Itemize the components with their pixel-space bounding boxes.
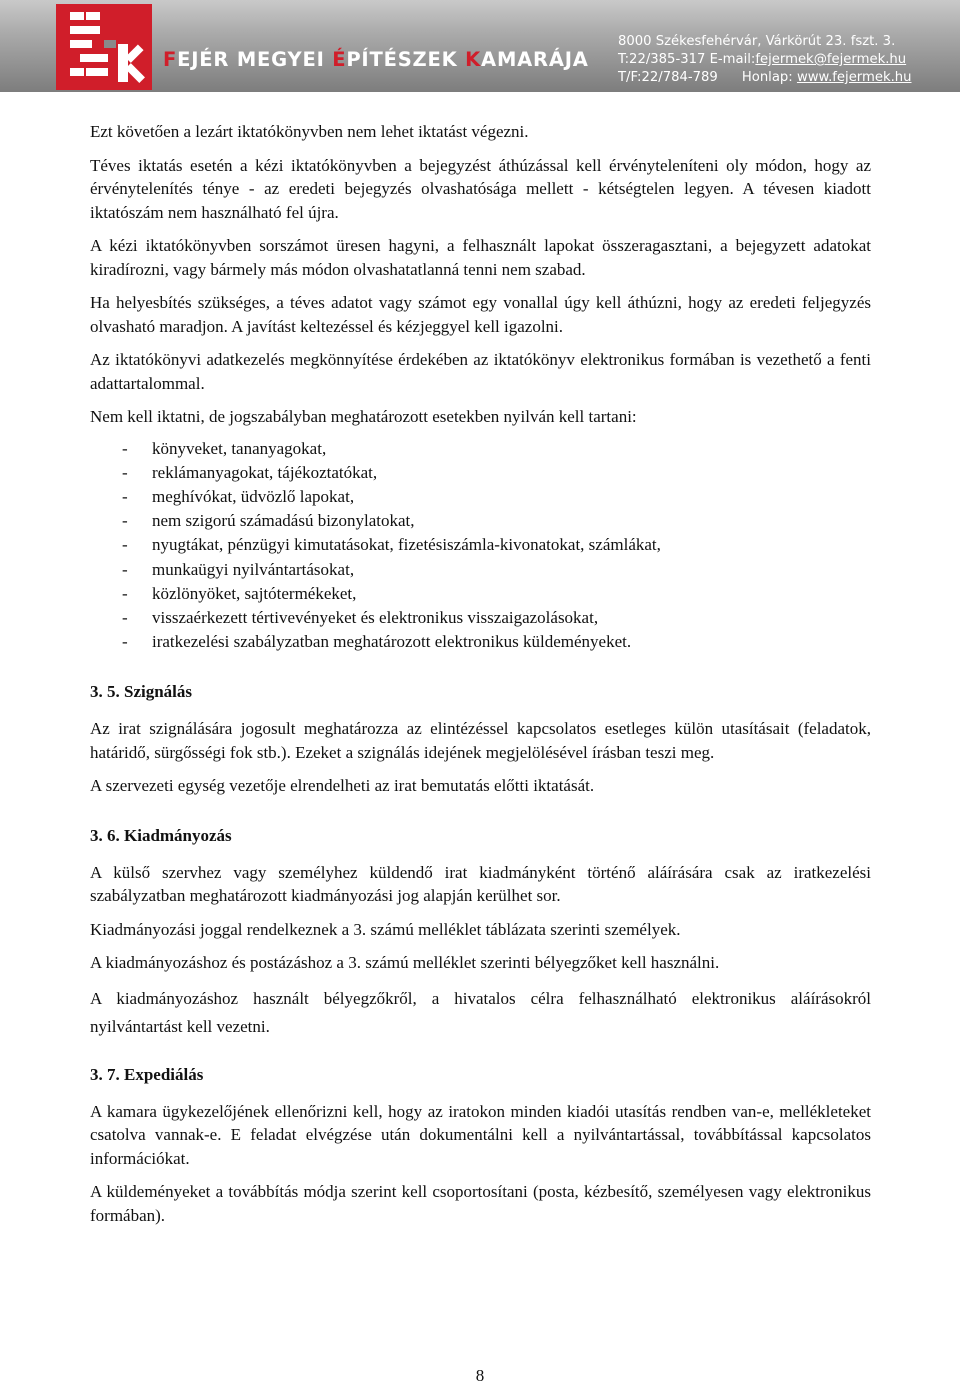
contact-block <box>618 33 958 87</box>
paragraph: A kézi iktatókönyvben sorszámot üresen hagyni, a felhasznált lapokat összeragasztani, a bejegyzett adatokat kiradírozni, vagy bármely más módon olvashatatlanná tenni nem szabad. <box>90 236 871 279</box>
org-name-part: AMARÁJA <box>481 48 589 71</box>
section-number: 3. 5. <box>90 682 120 702</box>
letterhead <box>0 0 960 92</box>
organization-name <box>163 48 589 71</box>
org-name-part: K <box>465 48 482 71</box>
website-link[interactable]: www.fejermek.hu <box>796 70 912 85</box>
list-item: - iratkezelési szabályzatban meghatározott elektronikus küldeményeket. <box>122 630 871 654</box>
section-number: 3. 6. <box>90 825 120 845</box>
paragraph: A külső szervhez vagy személyhez küldendő irat kiadmányként történő aláírására csak az iratkezelési szabályzatban meghatározott kiadmányozási jog alapján kerülhet sor. <box>90 862 871 906</box>
paragraph: Nem kell iktatni, de jogszabályban meghatározott esetekben nyilván kell tartani: <box>90 407 637 426</box>
paragraph: A kiadmányozáshoz használt bélyegzőkről, a hivatalos célra felhasználható elektronikus aláírásokról nyilvántartást kell vezetni. <box>90 988 871 1036</box>
email-link[interactable]: fejermek@fejermek.hu <box>755 52 907 67</box>
email-label: E-mail: <box>709 52 756 67</box>
section-number: 3. 7. <box>90 1064 120 1084</box>
list-item: - munkaügyi nyilvántartásokat, <box>122 558 871 582</box>
section-title: Expediálás <box>124 1064 204 1084</box>
paragraph: Az irat szignálására jogosult meghatározza az elintézéssel kapcsolatos esetleges külön utasításait (feladatok, határidő, sürgősségi fok stb.). Ezeket a szignálás idejének megjelölésével írásban teszi meg. <box>90 719 871 762</box>
paragraph: Ezt követően a lezárt iktatókönyvben nem lehet iktatást végezni. <box>90 122 529 141</box>
paragraph: Kiadmányozási joggal rendelkeznek a 3. számú melléklet táblázata szerinti személyek. <box>90 919 681 939</box>
org-name-part: É <box>332 48 347 71</box>
paragraph: Ha helyesbítés szükséges, a téves adatot vagy számot egy vonallal úgy kell áthúzni, hogy az eredeti feljegyzés olvasható maradjon. A javítást keltezéssel és kézjeggyel kell igazolni. <box>90 293 871 336</box>
org-name-part: PÍTÉSZEK <box>346 48 466 71</box>
section-title: Kiadmányozás <box>124 825 232 845</box>
paragraph: A küldeményeket a továbbítás módja szerint kell csoportosítani (posta, kézbesítő, személyesen vagy elektronikus formában). <box>90 1182 871 1225</box>
paragraph: A kamara ügykezelőjének ellenőrizni kell, hogy az iratokon minden kiadói utasítás rendben van-e, mellékleteket csatolva vannak-e. E feladat elvégzése után dokumentálni kell a nyilvántartással, továbbítással kapcsolatos információkat. <box>90 1101 871 1168</box>
section-title: Szignálás <box>124 682 193 702</box>
web-label: Honlap: <box>741 70 793 85</box>
org-name-part: F <box>163 48 178 71</box>
paragraph: A kiadmányozáshoz és postázáshoz a 3. számú melléklet szerinti bélyegzőket kell használni. <box>90 953 720 973</box>
document-body <box>90 120 871 1237</box>
phone-email-line <box>618 51 958 69</box>
chamber-logo <box>56 4 152 90</box>
list-item: - visszaérkezett tértivevényeket és elektronikus visszaigazolásokat, <box>122 606 871 630</box>
org-name-part: EJÉR MEGYEI <box>177 48 333 71</box>
list-item: - nem szigorú számadású bizonylatokat, <box>122 509 871 533</box>
list-item: - nyugtákat, pénzügyi kimutatásokat, fizetésiszámla-kivonatokat, számlákat, <box>122 533 871 557</box>
paragraph: Az iktatókönyvi adatkezelés megkönnyítése érdekében az iktatókönyv elektronikus formában is vezethető a fenti adattartalommal. <box>90 350 871 393</box>
fax-text: T/F:22/784-789 <box>618 70 718 85</box>
address-line: 8000 Székesfehérvár, Várkörút 23. fszt. 3. <box>618 34 896 49</box>
page-number: 8 <box>475 1366 485 1385</box>
section-heading <box>90 824 871 847</box>
phone-text: T:22/385-317 <box>618 52 706 67</box>
section-heading <box>90 1063 871 1086</box>
list-item: - meghívókat, üdvözlő lapokat, <box>122 485 871 509</box>
paragraph: Téves iktatás esetén a kézi iktatókönyvben a bejegyzést áthúzással kell érvényteleníteni oly módon, hogy az érvénytelenítés ténye - az eredeti bejegyzés olvashatósága mellett - kétségtelen legyen. A tévesen kiadott iktatószám nem használható fel újra. <box>90 155 871 222</box>
exempt-items-list <box>90 437 871 655</box>
list-item: - közlönyöket, sajtótermékeket, <box>122 582 871 606</box>
paragraph: A szervezeti egység vezetője elrendelheti az irat bemutatás előtti iktatását. <box>90 776 595 796</box>
section-heading <box>90 680 871 703</box>
list-item: - könyveket, tananyagokat, <box>122 437 871 461</box>
list-item: - reklámanyagokat, tájékoztatókat, <box>122 461 871 485</box>
fax-web-line <box>618 69 958 87</box>
